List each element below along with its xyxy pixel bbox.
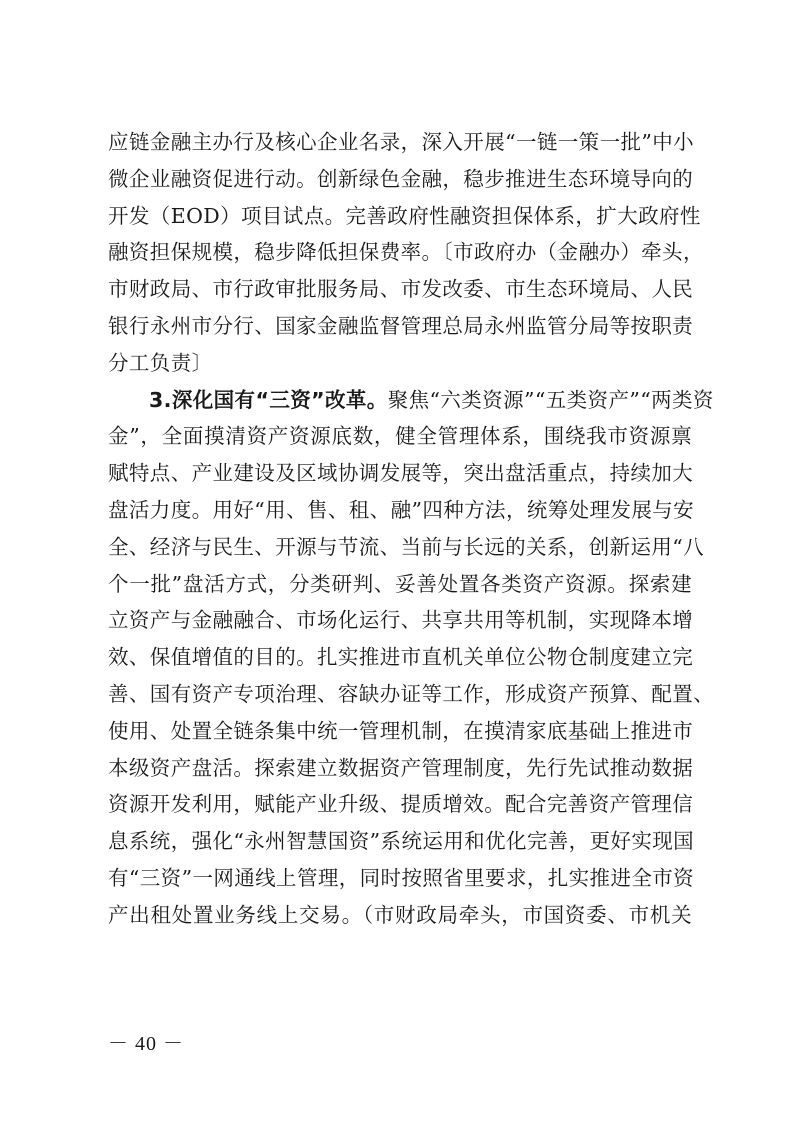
text-line: 应链金融主办行及核心企业名录，深入开展“一链一策一批”中小 <box>108 130 695 154</box>
text-line: 资源开发利用，赋能产业升级、提质增效。配合完善资产管理信 <box>108 792 694 817</box>
text-line: 盘活力度。用好“用、售、租、融”四种方法，统筹处理发展与安 <box>108 497 695 522</box>
text-line: 立资产与金融融合、市场化运行、共享共用等机制，实现降本增 <box>108 608 694 633</box>
text-line: 善、国有资产专项治理、容缺办证等工作，形成资产预算、配置、 <box>108 681 715 706</box>
text-line: 个一批”盘活方式，分类研判、妥善处置各类资产资源。探索建 <box>108 571 692 596</box>
text-line: 银行永州市分行、国家金融监督管理总局永州监管分局等按职责 <box>108 313 694 338</box>
text-line: 赋特点、产业建设及区域协调发展等，突出盘活重点，持续加大 <box>108 461 694 486</box>
section-heading: 3.深化国有“三资”改革。 <box>149 387 388 412</box>
text-line: 分工负责〕 <box>108 350 213 375</box>
body-text <box>108 124 715 934</box>
section-heading-line <box>108 382 714 419</box>
text-line: 使用、处置全链条集中统一管理机制，在摸清家底基础上推进市 <box>108 718 694 743</box>
page-number: － 40 － <box>108 1033 184 1055</box>
text-line: 金”，全面摸清资产资源底数，健全管理体系，围绕我市资源禀 <box>108 424 692 449</box>
text-line: 有“三资”一网通线上管理，同时按照省里要求，扎实推进全市资 <box>108 865 695 890</box>
text-line: 微企业融资促进行动。创新绿色金融，稳步推进生态环境导向的 <box>108 166 694 191</box>
text-line: 市财政局、市行政审批服务局、市发改委、市生态环境局、人民 <box>108 277 694 302</box>
heading-line-text: 聚焦“六类资源”“五类资产”“两类资 <box>387 387 714 412</box>
text-line: 产出租处置业务线上交易。（市财政局牵头，市国资委、市机关 <box>108 902 692 927</box>
text-line: 开发（EOD）项目试点。完善政府性融资担保体系，扩大政府性 <box>108 203 701 228</box>
text-line: 融资担保规模，稳步降低担保费率。〔市政府办（金融办）牵头， <box>108 240 704 265</box>
text-line: 全、经济与民生、开源与节流、当前与长远的关系，创新运用“八 <box>108 534 705 559</box>
text-line: 息系统，强化“永州智慧国资”系统运用和优化完善，更好实现国 <box>108 829 695 854</box>
text-line: 效、保值增值的目的。扎实推进市直机关单位公物仓制度建立完 <box>108 645 694 670</box>
text-line: 本级资产盘活。探索建立数据资产管理制度，先行先试推动数据 <box>108 755 694 780</box>
